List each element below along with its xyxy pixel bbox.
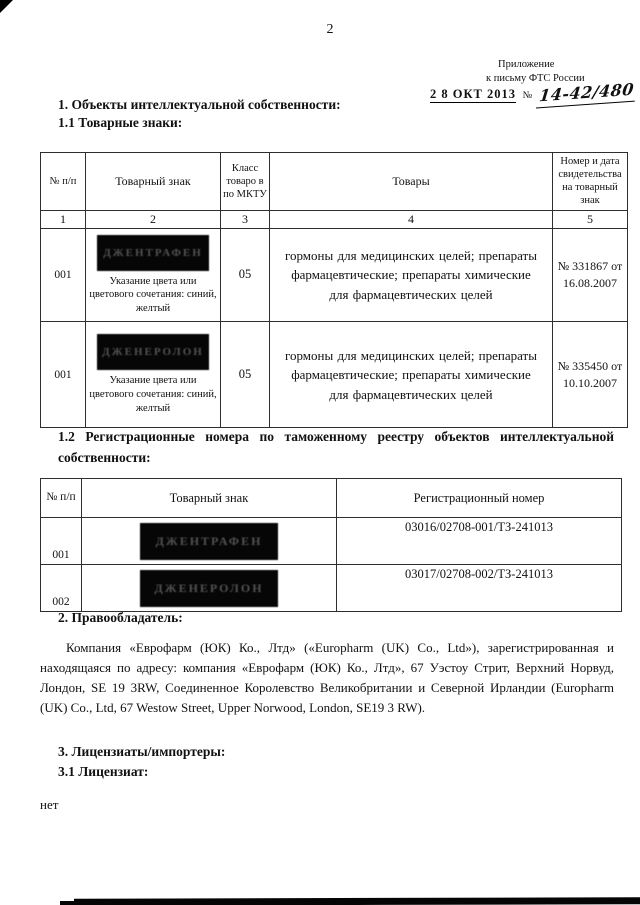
section-3-title: 3. Лицензиаты/импортеры: [58, 744, 226, 759]
trademark-table-header-row [41, 153, 628, 211]
goods-description: гормоны для медицинских целей; препараты фармацевтические; препараты химические для фармацевтических целей [270, 322, 553, 428]
header-certificate: Номер и дата свидетельства на товарный знак [553, 153, 628, 211]
section-1-1-title: 1.1 Товарные знаки: [58, 115, 183, 130]
trademark-cell [86, 228, 221, 322]
trademark-image: ДЖЕНТРАФЕН [140, 523, 278, 560]
section-1-title: 1. Объекты интеллектуальной собственности: [58, 97, 341, 112]
header-no: № п/п [41, 153, 86, 211]
rightsholder-paragraph: Компания «Еврофарм (ЮК) Ко., Лтд» («Europharm (UK) Co., Ltd»), зарегистрированная и находящаяся по адресу: компания «Еврофарм (ЮК) Ко., Лтд», 67 Уэстоу Стрит, Верхний Норвуд, Лондон, SE 19 3RW, Соединенное Королевство Великобритании и Северной Ирландии (Europharm (UK) Co., Ltd, 67 Westow Street, Upper Norwood, London, SE19 3 RW). [40, 640, 614, 716]
trademark-cell [82, 565, 337, 612]
registry-table-header-row [41, 479, 622, 518]
row-number: 002 [41, 565, 82, 612]
section-1-2-title: 1.2 Регистрационные номера по таможенному реестру объектов интеллектуальной собственности: [58, 429, 614, 465]
registration-number: 03016/02708-001/ТЗ-241013 [337, 518, 622, 565]
trademark-image: ДЖЕНТРАФЕН [97, 235, 209, 271]
row-number: 001 [41, 322, 86, 428]
trademark-row [41, 228, 628, 322]
column-number: 3 [221, 210, 270, 228]
header-reg-number: Регистрационный номер [337, 479, 622, 518]
trademark-cell [82, 518, 337, 565]
stamp-date-row [430, 79, 635, 106]
column-number: 1 [41, 210, 86, 228]
stamp-line-2: к письму ФТС России [486, 72, 585, 84]
approval-stamp [430, 58, 635, 105]
header-trademark: Товарный знак [82, 479, 337, 518]
class-number: 05 [221, 322, 270, 428]
certificate-number: № 335450 от 10.10.2007 [553, 322, 628, 428]
row-number: 001 [41, 518, 82, 565]
registry-row [41, 565, 622, 612]
trademark-row [41, 322, 628, 428]
certificate-number: № 331867 от 16.08.2007 [553, 228, 628, 322]
header-no: № п/п [41, 479, 82, 518]
licensee-value: нет [40, 797, 59, 812]
column-number: 4 [270, 210, 553, 228]
scan-corner-artifact [0, 0, 13, 13]
color-note: Указание цвета или цветового сочетания: синий, желтый [89, 275, 217, 314]
trademark-image: ДЖЕНЕРОЛОН [140, 570, 278, 607]
header-goods: Товары [270, 153, 553, 211]
color-note: Указание цвета или цветового сочетания: синий, желтый [89, 375, 217, 414]
page-number: 2 [326, 22, 334, 37]
column-number: 2 [86, 210, 221, 228]
stamp-line-1: Приложение [498, 59, 555, 70]
row-number: 001 [41, 228, 86, 322]
section-2-title: 2. Правообладатель: [58, 610, 183, 625]
scan-bottom-edge-artifact [74, 897, 640, 905]
stamp-date: 2 8 ОКТ 2013 [430, 87, 516, 102]
scan-bottom-edge-artifact [60, 901, 90, 905]
section-3-1-title: 3.1 Лицензиат: [58, 764, 149, 779]
header-trademark: Товарный знак [86, 153, 221, 211]
class-number: 05 [221, 228, 270, 322]
trademark-cell [86, 322, 221, 428]
stamp-number-label: № [522, 90, 533, 102]
column-number-row [41, 210, 628, 228]
header-class: Класс товаро в по МКТУ [221, 153, 270, 211]
trademark-table [40, 152, 628, 428]
stamp-handwritten-number: 14-42/480 [536, 80, 637, 109]
trademark-image: ДЖЕНЕРОЛОН [97, 334, 209, 370]
goods-description: гормоны для медицинских целей; препараты фармацевтические; препараты химические для фармацевтических целей [270, 228, 553, 322]
registration-number: 03017/02708-002/ТЗ-241013 [337, 565, 622, 612]
registry-table [40, 478, 622, 612]
registry-row [41, 518, 622, 565]
column-number: 5 [553, 210, 628, 228]
